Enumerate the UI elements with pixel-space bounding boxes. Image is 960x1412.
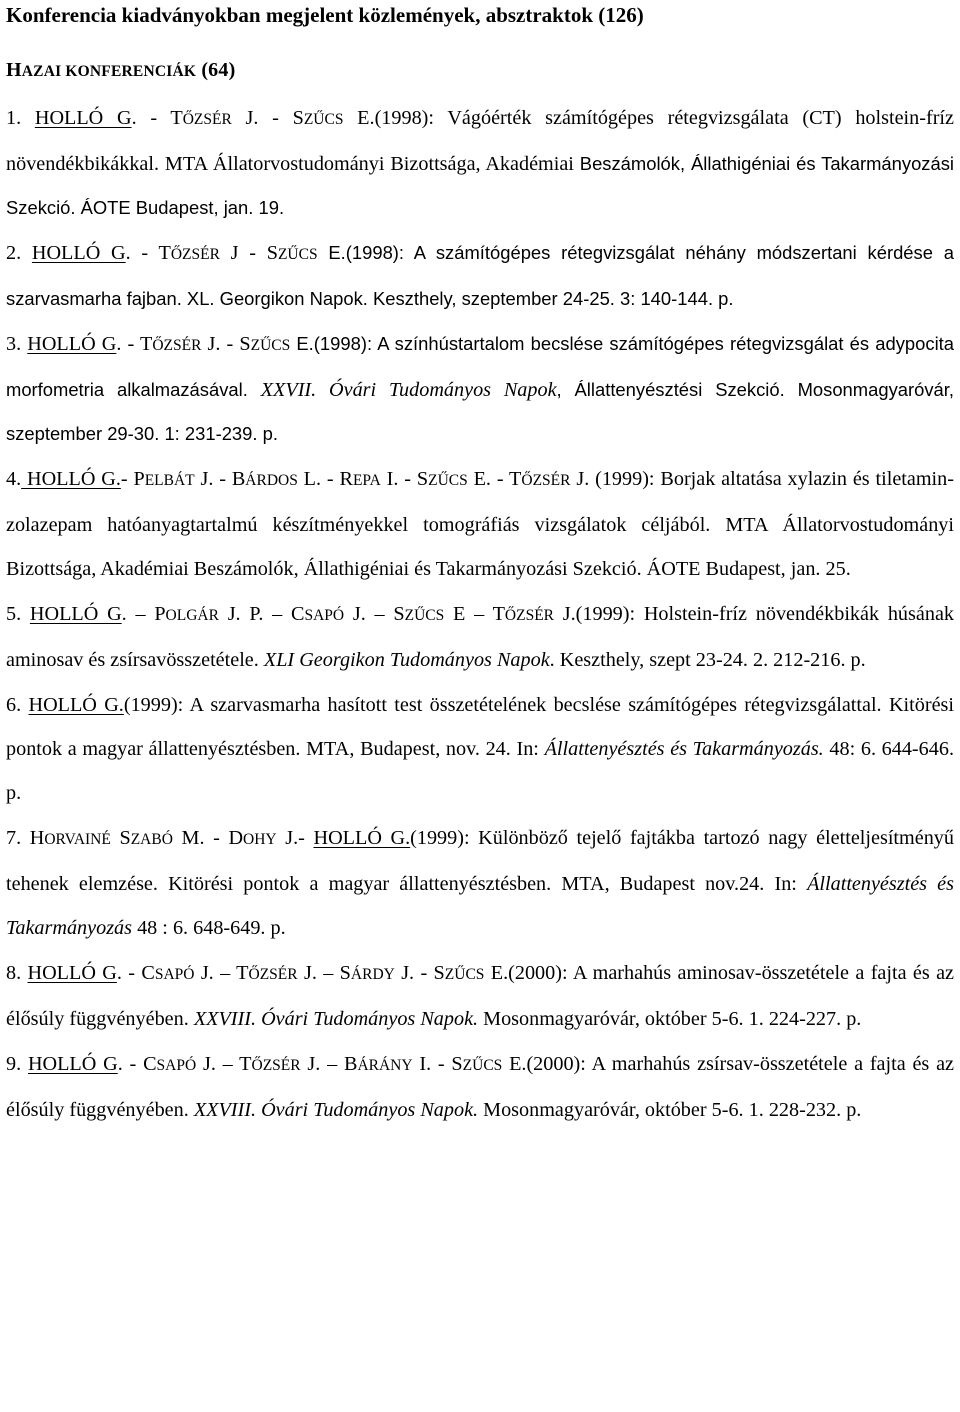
author-smallcaps: ŐZSÉR — [248, 966, 298, 983]
author-highlight: HOLLÓ G — [27, 962, 117, 984]
publication-entry-2 — [6, 231, 954, 321]
author-text: E – T — [444, 603, 505, 625]
author-smallcaps: ORVAINÉ — [44, 831, 111, 848]
author-smallcaps: ZŰCS — [303, 111, 344, 128]
publication-entry-1 — [6, 96, 954, 230]
author-text: J. - S — [394, 962, 445, 984]
entry-number: 1. — [6, 107, 35, 129]
author-highlight: HOLLÓ G — [31, 242, 126, 264]
author-text: J. P. – C — [218, 603, 305, 625]
entry-text: . Keszthely, szept 23-24. 2. 212-216. p. — [549, 649, 866, 671]
author-text: M. - D — [172, 827, 244, 849]
entry-text-sans: E.(1998): A színhústartalom becslése számítógépes rétegvizsgálat és adypocita morfometria alkalmazásával. — [6, 333, 955, 400]
author-text: . – P — [121, 603, 166, 625]
publication-entry-8 — [6, 951, 954, 1041]
author-smallcaps: SAPÓ — [156, 1057, 197, 1074]
author-highlight: HOLLÓ G. — [313, 827, 411, 849]
publication-entry-6 — [6, 683, 954, 815]
author-smallcaps: ŐZSÉR — [182, 111, 232, 128]
entry-number: 9. — [6, 1053, 28, 1075]
entry-number: 5. — [6, 603, 30, 625]
conference-title: XXVIII. Óvári Tudományos Napok. — [193, 1008, 479, 1030]
author-text: J. – S — [344, 603, 405, 625]
journal-title: Állattenyésztés és Takarmányozás — [6, 873, 955, 939]
entry-text-sans: Beszámolók, Állathigéniai és Takarmányozási Szekció. ÁOTE Budapest, jan. 19. — [6, 153, 954, 218]
author-smallcaps: ZŰCS — [404, 607, 445, 624]
entry-text-sans: E.(1998): A számítógépes rétegvizsgálat néhány módszertani kérdése a szarvasmarha fajban. XL. Georgikon Napok. Keszthely, szeptember 24-25. 3: 140-144. p. — [6, 242, 954, 309]
section-heading — [6, 28, 954, 85]
author-text: . - T — [125, 242, 171, 264]
author-text: . - C — [117, 1053, 157, 1075]
author-highlight: HOLLÓ G — [27, 1053, 118, 1075]
entry-text: Mosonmagyaróvár, október 5-6. 1. 224-227. p. — [478, 1008, 862, 1030]
conference-title: XXVIII. Óvári Tudományos Napok. — [193, 1099, 479, 1121]
author-highlight: HOLLÓ G — [34, 107, 132, 129]
conference-title: XLI Georgikon Tudományos Napok — [263, 649, 550, 671]
author-smallcaps: OLGÁR — [165, 607, 219, 624]
author-text: E. - T — [467, 468, 522, 490]
author-highlight: HOLLÓ G — [27, 333, 117, 355]
author-smallcaps: SAPÓ — [154, 966, 195, 983]
author-smallcaps: ZŰCS — [428, 472, 468, 489]
publication-entry-9 — [6, 1042, 954, 1132]
entry-text: J.(1999): Holstein-fríz növendékbikák húsának aminosav és zsírsavösszetétele. — [6, 603, 954, 671]
author-text: J.- — [276, 827, 314, 849]
author-text: . - T — [131, 107, 183, 129]
author-text: J. - S — [201, 333, 251, 355]
page-title: Konferencia kiadványokban megjelent közlemények, absztraktok (126) — [6, 3, 644, 27]
publication-entry-7 — [6, 816, 954, 950]
publication-entry-5 — [6, 592, 954, 682]
author-text: S — [110, 827, 131, 849]
author-text: I. - S — [412, 1053, 463, 1075]
author-highlight: HOLLÓ G — [29, 603, 122, 625]
entry-number: 2. — [6, 242, 32, 264]
author-text: J. – S — [297, 962, 351, 984]
author-smallcaps: ÁRDY — [350, 966, 395, 983]
entry-number: 7. H — [6, 827, 45, 849]
author-smallcaps: ZŰCS — [250, 337, 291, 354]
entry-text: (1999): A szarvasmarha hasított test összetételének becslése számítógépes rétegvizsgálattal. Kitörési pontok a magyar állattenyésztésben. MTA, Budapest, nov. 24. In: — [6, 694, 954, 760]
section-heading-count: (64) — [196, 59, 236, 81]
author-text: L. - R — [297, 468, 353, 490]
author-smallcaps: ŐZSÉR — [170, 246, 220, 263]
document-page — [6, 0, 954, 1132]
author-smallcaps: ŐZSÉR — [251, 1057, 301, 1074]
entry-text: J. (1999): Borjak altatása xylazin és tiletamin-zolazepam hatóanyagtartalmú készítményekkel tomográfiás vizsgálatok céljából. MTA Állatorvostudományi Bizottsága, Akadémiai Beszámolók, Állathigéniai és Takarmányozási Szekció. ÁOTE Budapest, jan. 25. — [6, 468, 954, 580]
author-smallcaps: SAPÓ — [304, 607, 345, 624]
author-text: . - C — [116, 962, 155, 984]
section-heading-initial: H — [6, 59, 22, 81]
author-smallcaps: ŐZSÉR — [504, 607, 554, 624]
conference-title: XXVII. Óvári Tudományos Napok — [260, 379, 557, 401]
entry-text: E.(1998): Vágóérték számítógépes rétegvizsgálata (CT) holstein-fríz növendékbikákkal. MTA Állatorvostudományi Bizottsága, Akadémiai — [6, 107, 954, 175]
author-smallcaps: ZŰCS — [444, 966, 485, 983]
entry-number: 6. — [6, 694, 29, 716]
entry-text: Mosonmagyaróvár, október 5-6. 1. 228-232. p. — [478, 1099, 862, 1121]
author-text: J. – T — [194, 962, 249, 984]
author-smallcaps: ZŰCS — [462, 1057, 503, 1074]
entry-number: 8. — [6, 962, 28, 984]
author-text: J - S — [219, 242, 278, 264]
author-smallcaps: ŐZSÉR — [521, 472, 571, 489]
entry-number: 3. — [6, 333, 28, 355]
entry-text: E.(2000): A marhahús zsírsav-összetétele a fajta és az élősúly függvényében. — [6, 1053, 955, 1121]
author-smallcaps: ZŰCS — [277, 246, 318, 263]
author-text: - P — [120, 468, 145, 490]
author-smallcaps: ÁRDOS — [245, 472, 298, 489]
entry-text: (1999): Különböző tejelő fajtákba tartozó nagy életteljesítményű tehenek elemzése. Kitörési pontok a magyar állattenyésztésben. MTA, Budapest nov.24. In: — [6, 827, 954, 895]
entry-text: E.(2000): A marhahús aminosav-összetétele a fajta és az élősúly függvényében. — [6, 962, 955, 1030]
section-heading-smallcaps: AZAI KONFERENCIÁK — [21, 63, 197, 80]
author-smallcaps: ŐZSÉR — [152, 337, 202, 354]
author-text: J. - B — [194, 468, 246, 490]
author-text: . - T — [116, 333, 153, 355]
entry-text: 48 : 6. 648-649. p. — [132, 917, 286, 939]
author-text: I. - S — [380, 468, 429, 490]
author-highlight: HOLLÓ G. — [21, 468, 121, 490]
author-highlight: HOLLÓ G. — [28, 694, 124, 716]
author-text: J. - S — [231, 107, 304, 129]
journal-title: Állattenyésztés és Takarmányozás. — [544, 738, 824, 760]
author-smallcaps: EPA — [352, 472, 381, 489]
publication-entry-3 — [6, 322, 954, 456]
author-text: J. – T — [196, 1053, 252, 1075]
author-smallcaps: ÁRÁNY — [357, 1057, 413, 1074]
entry-number: 4. — [6, 468, 22, 490]
publication-entry-4 — [6, 457, 954, 591]
author-smallcaps: OHY — [243, 831, 277, 848]
author-smallcaps: ELBÁT — [144, 472, 195, 489]
entry-text-sans: , Állattenyésztési Szekció. Mosonmagyaróvár, szeptember 29-30. 1: 231-239. p. — [6, 379, 954, 444]
author-smallcaps: ZABÓ — [130, 831, 173, 848]
author-text: J. – B — [300, 1053, 358, 1075]
entry-text: 48: 6. 644-646. p. — [6, 738, 954, 804]
